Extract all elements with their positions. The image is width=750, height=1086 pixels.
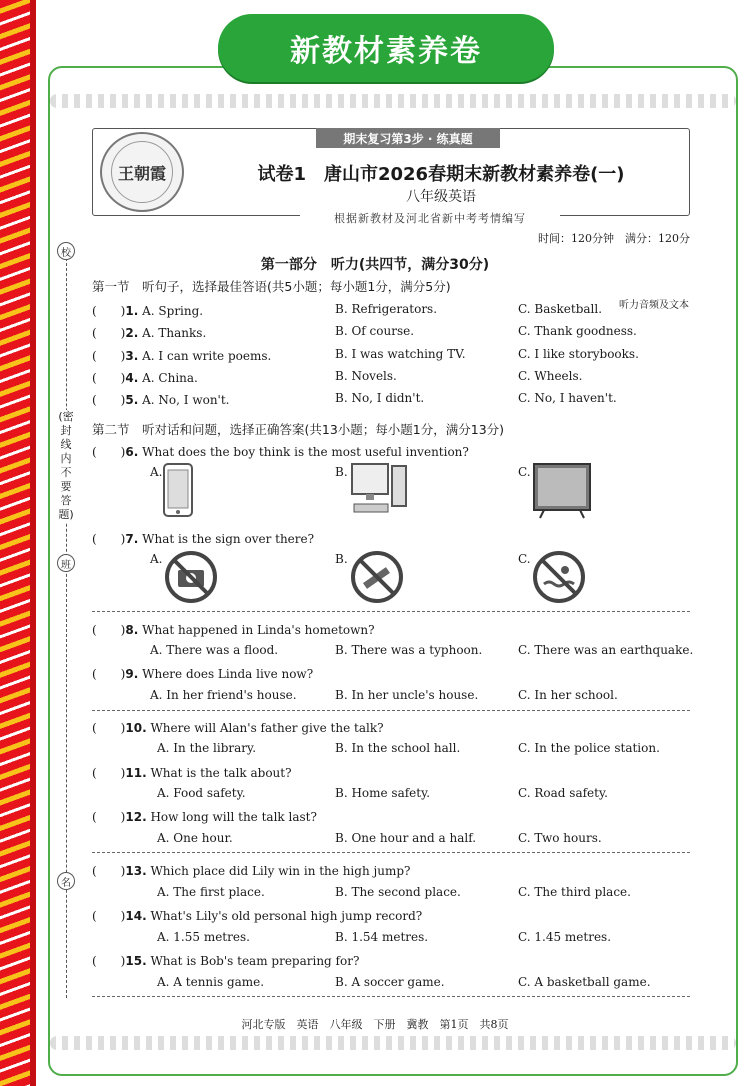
option-b: B. A soccer game. bbox=[335, 975, 445, 989]
question-text: What is the talk about? bbox=[150, 766, 292, 780]
option-a: A. Thanks. bbox=[142, 326, 207, 340]
option-a: A. There was a flood. bbox=[150, 643, 279, 657]
q-number: 6. bbox=[125, 445, 139, 459]
option-a: A. bbox=[150, 465, 163, 479]
option-b: B. In her uncle's house. bbox=[335, 688, 479, 702]
wave-border-bottom bbox=[50, 1036, 736, 1050]
divider bbox=[92, 710, 690, 711]
computer-icon bbox=[348, 462, 410, 518]
q-number: 7. bbox=[125, 532, 139, 546]
q-number: 3. bbox=[125, 349, 139, 363]
option-a: A. 1.55 metres. bbox=[157, 930, 250, 944]
question-4[interactable]: ( )4. A. China. bbox=[92, 371, 198, 385]
option-c: C. Thank goodness. bbox=[518, 324, 637, 338]
question-text: How long will the talk last? bbox=[150, 810, 317, 824]
option-c: C. bbox=[518, 465, 531, 479]
option-a: A. The first place. bbox=[157, 885, 265, 899]
divider bbox=[92, 852, 690, 853]
option-a: A. One hour. bbox=[157, 831, 233, 845]
brand-logo bbox=[100, 132, 184, 212]
option-c: C. The third place. bbox=[518, 885, 631, 899]
q-number: 4. bbox=[125, 371, 139, 385]
option-b: B. I was watching TV. bbox=[335, 347, 466, 361]
question-text: What is the sign over there? bbox=[142, 532, 315, 546]
q-number: 15. bbox=[125, 954, 147, 968]
question-text: What is Bob's team preparing for? bbox=[150, 954, 360, 968]
option-b: B. There was a typhoon. bbox=[335, 643, 483, 657]
no-smoking-sign-icon bbox=[350, 550, 404, 604]
question-2[interactable]: ( )2. A. Thanks. bbox=[92, 326, 207, 340]
option-a: A. Food safety. bbox=[157, 786, 246, 800]
option-a: A. A tennis game. bbox=[157, 975, 265, 989]
q-number: 8. bbox=[125, 623, 139, 637]
question-text: Where does Linda live now? bbox=[142, 667, 314, 681]
tv-icon bbox=[532, 462, 592, 520]
option-b: B. Novels. bbox=[335, 369, 397, 383]
page-footer: 河北专版 英语 八年级 下册 冀教 第1页 共8页 bbox=[241, 1018, 509, 1031]
option-c: C. Basketball. bbox=[518, 302, 603, 316]
logo-text: 王朝霞 bbox=[111, 141, 173, 203]
option-b: B. In the school hall. bbox=[335, 741, 461, 755]
q-number: 13. bbox=[125, 864, 147, 878]
question-5[interactable]: ( )5. A. No, I won't. bbox=[92, 393, 230, 407]
side-tag-class: 班 bbox=[57, 554, 75, 572]
option-c: C. There was an earthquake. bbox=[518, 643, 694, 657]
option-b: B. 1.54 metres. bbox=[335, 930, 429, 944]
q-number: 9. bbox=[125, 667, 139, 681]
question-text: What happened in Linda's hometown? bbox=[142, 623, 375, 637]
question-text: What's Lily's old personal high jump record? bbox=[150, 909, 423, 923]
question-6[interactable]: ( )6. What does the boy think is the most useful invention? bbox=[92, 445, 469, 459]
option-c: C. bbox=[518, 552, 531, 566]
option-c: C. 1.45 metres. bbox=[518, 930, 612, 944]
option-a: A. China. bbox=[142, 371, 198, 385]
section-one-heading: 第一节 听句子，选择最佳答语(共5小题；每小题1分，满分5分) bbox=[92, 279, 451, 294]
time-score: 时间：120分钟 满分：120分 bbox=[538, 232, 690, 245]
option-a: A. In her friend's house. bbox=[150, 688, 297, 702]
option-b: B. bbox=[335, 465, 348, 479]
q-number: 2. bbox=[125, 326, 139, 340]
q-number: 12. bbox=[125, 810, 147, 824]
wave-border-top bbox=[50, 94, 736, 108]
question-12[interactable]: ( )12. How long will the talk last? bbox=[92, 810, 317, 824]
option-c: C. In the police station. bbox=[518, 741, 660, 755]
phone-icon bbox=[160, 462, 196, 518]
option-b: B. Of course. bbox=[335, 324, 415, 338]
q-number: 1. bbox=[125, 304, 139, 318]
question-text: What does the boy think is the most useful invention? bbox=[142, 445, 469, 459]
q-number: 5. bbox=[125, 393, 139, 407]
banner-title: 新教材素养卷 bbox=[218, 14, 554, 82]
part-one-heading: 第一部分 听力(共四节，满分30分) bbox=[260, 257, 490, 273]
option-c: C. I like storybooks. bbox=[518, 347, 639, 361]
option-c: C. Road safety. bbox=[518, 786, 608, 800]
q-number: 11. bbox=[125, 766, 147, 780]
question-13[interactable]: ( )13. Which place did Lily win in the high jump? bbox=[92, 864, 411, 878]
divider bbox=[92, 996, 690, 997]
divider bbox=[92, 611, 690, 612]
seal-note: (密封线内不要答题) bbox=[56, 410, 76, 522]
option-c: C. A basketball game. bbox=[518, 975, 651, 989]
option-b: B. Home safety. bbox=[335, 786, 431, 800]
option-b: B. One hour and a half. bbox=[335, 831, 477, 845]
step-tag: 期末复习第3步 · 练真题 bbox=[316, 128, 500, 148]
question-text: Where will Alan's father give the talk? bbox=[150, 721, 384, 735]
option-a: A. No, I won't. bbox=[142, 393, 230, 407]
option-b: B. No, I didn't. bbox=[335, 391, 425, 405]
option-c: C. Two hours. bbox=[518, 831, 602, 845]
question-8[interactable]: ( )8. What happened in Linda's hometown? bbox=[92, 623, 375, 637]
ribbon-edge bbox=[30, 0, 36, 1086]
question-10[interactable]: ( )10. Where will Alan's father give the talk? bbox=[92, 721, 384, 735]
no-photo-sign-icon bbox=[164, 550, 218, 604]
question-14[interactable]: ( )14. What's Lily's old personal high jump record? bbox=[92, 909, 423, 923]
no-swimming-sign-icon bbox=[532, 550, 586, 604]
option-a: A. bbox=[150, 552, 163, 566]
option-b: B. The second place. bbox=[335, 885, 461, 899]
option-b: B. Refrigerators. bbox=[335, 302, 438, 316]
question-text: Which place did Lily win in the high jump? bbox=[150, 864, 411, 878]
question-9[interactable]: ( )9. Where does Linda live now? bbox=[92, 667, 314, 681]
option-a: A. Spring. bbox=[142, 304, 204, 318]
question-3[interactable]: ( )3. A. I can write poems. bbox=[92, 349, 272, 363]
option-c: C. In her school. bbox=[518, 688, 618, 702]
option-c: C. Wheels. bbox=[518, 369, 583, 383]
audio-label[interactable]: 听力音频及文本 bbox=[619, 300, 689, 311]
option-a: A. I can write poems. bbox=[142, 349, 272, 363]
side-tag-school: 校 bbox=[57, 242, 75, 260]
option-c: C. No, I haven't. bbox=[518, 391, 617, 405]
question-11[interactable]: ( )11. What is the talk about? bbox=[92, 766, 292, 780]
side-tag-name: 名 bbox=[57, 872, 75, 890]
question-7[interactable]: ( )7. What is the sign over there? bbox=[92, 532, 315, 546]
section-two-heading: 第二节 听对话和问题，选择正确答案(共13小题；每小题1分，满分13分) bbox=[92, 422, 505, 437]
option-a: A. In the library. bbox=[157, 741, 257, 755]
q-number: 14. bbox=[125, 909, 147, 923]
question-15[interactable]: ( )15. What is Bob's team preparing for? bbox=[92, 954, 360, 968]
option-b: B. bbox=[335, 552, 348, 566]
compile-basis: 根据新教材及河北省新中考考情编写 bbox=[300, 210, 560, 226]
q-number: 10. bbox=[125, 721, 147, 735]
paper-subtitle: 八年级英语 bbox=[406, 189, 476, 205]
question-1[interactable]: ( )1. A. Spring. bbox=[92, 304, 204, 318]
paper-title: 试卷1 唐山市2026春期末新教材素养卷(一) bbox=[257, 164, 625, 185]
